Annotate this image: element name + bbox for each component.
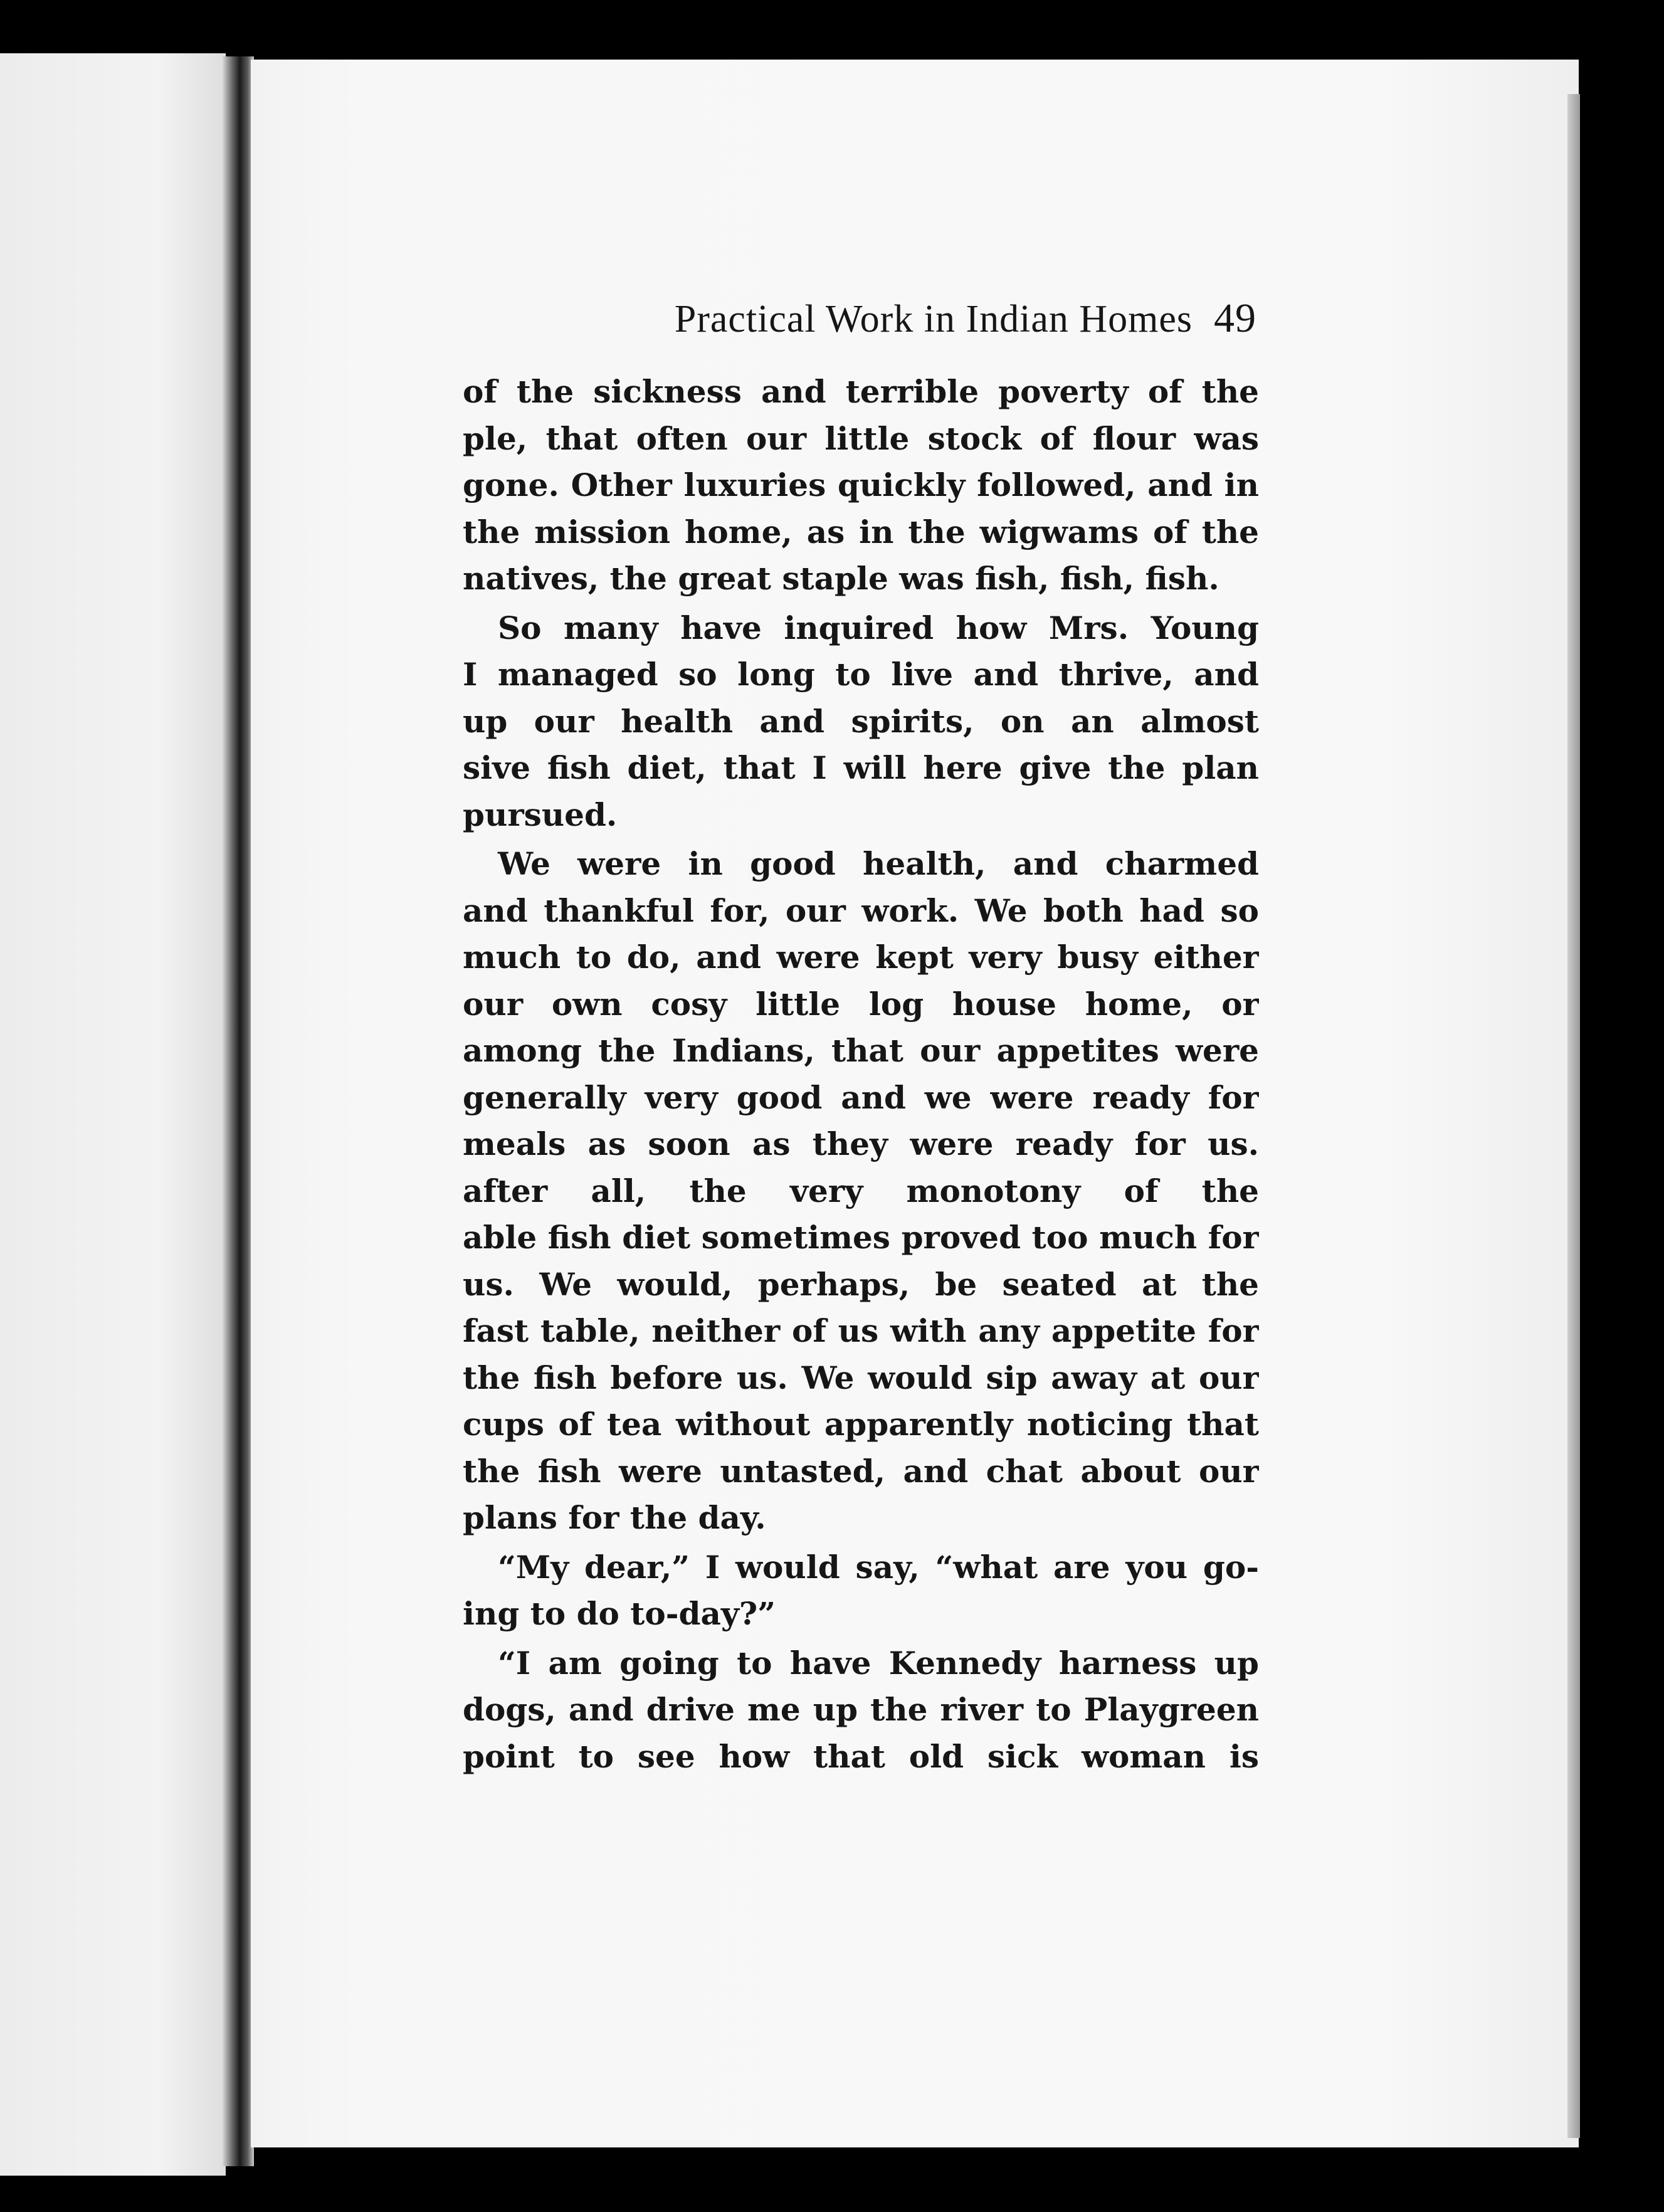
running-title: Practical Work in Indian Homes [674, 298, 1193, 340]
page-content [463, 295, 1259, 1780]
text-line: generally very good and we were ready for [463, 1078, 1259, 1116]
text-line: fast table, neither of us with any appetite for [463, 1312, 1259, 1349]
text-line: and thankful for, our work. We both had so [463, 892, 1259, 929]
text-line: dogs, and drive me up the river to Playgreen [463, 1691, 1259, 1728]
text-line: “I am going to have Kennedy harness up [498, 1644, 1259, 1682]
text-line: among the Indians, that our appetites were [463, 1032, 1259, 1069]
text-line: “My dear,” I would say, “what are you go- [498, 1548, 1259, 1586]
body-text [463, 369, 1259, 1780]
paragraph-2 [463, 605, 1259, 839]
text-line: after all, the very monotony of the [463, 1172, 1259, 1209]
paragraph-1 [463, 369, 1259, 603]
text-line: meals as soon as they were ready for us. [463, 1125, 1259, 1162]
text-line: much to do, and were kept very busy either [463, 939, 1259, 976]
text-line: I managed so long to live and thrive, and [463, 656, 1259, 693]
text-line: our own cosy little log house home, or [463, 985, 1259, 1023]
paragraph-4 [463, 1544, 1259, 1638]
running-head [463, 295, 1259, 342]
text-line: plans for the day. [463, 1499, 766, 1536]
text-line: the fish were untasted, and chat about our [463, 1452, 1259, 1490]
text-line: pursued. [463, 796, 618, 833]
page-edge-shadow [1567, 94, 1580, 2138]
text-line: cups of tea without apparently noticing that [463, 1406, 1259, 1443]
text-line: We were in good health, and charmed [498, 845, 1259, 882]
text-line: of the sickness and terrible poverty of the [463, 373, 1259, 410]
text-line: So many have inquired how Mrs. Young [498, 609, 1259, 646]
left-facing-page [0, 53, 226, 2176]
text-line: sive fish diet, that I will here give the plan [463, 749, 1259, 786]
text-line: up our health and spirits, on an almost [463, 702, 1259, 740]
text-line: point to see how that old sick woman is [463, 1737, 1259, 1775]
text-line: natives, the great staple was fish, fish, fish. [463, 560, 1219, 597]
text-line: the fish before us. We would sip away at our [463, 1359, 1259, 1396]
page-number: 49 [1214, 295, 1256, 341]
text-line: us. We would, perhaps, be seated at the [463, 1265, 1259, 1303]
text-line: the mission home, as in the wigwams of the [463, 513, 1259, 550]
text-line: able fish diet sometimes proved too much for [463, 1219, 1259, 1256]
text-line: gone. Other luxuries quickly followed, and in [463, 466, 1259, 503]
text-line: ing to do to-day?” [463, 1595, 776, 1632]
book-gutter [223, 56, 254, 2166]
paragraph-5 [463, 1640, 1259, 1781]
paragraph-3 [463, 841, 1259, 1542]
text-line: ple, that often our little stock of flour was [463, 419, 1259, 457]
